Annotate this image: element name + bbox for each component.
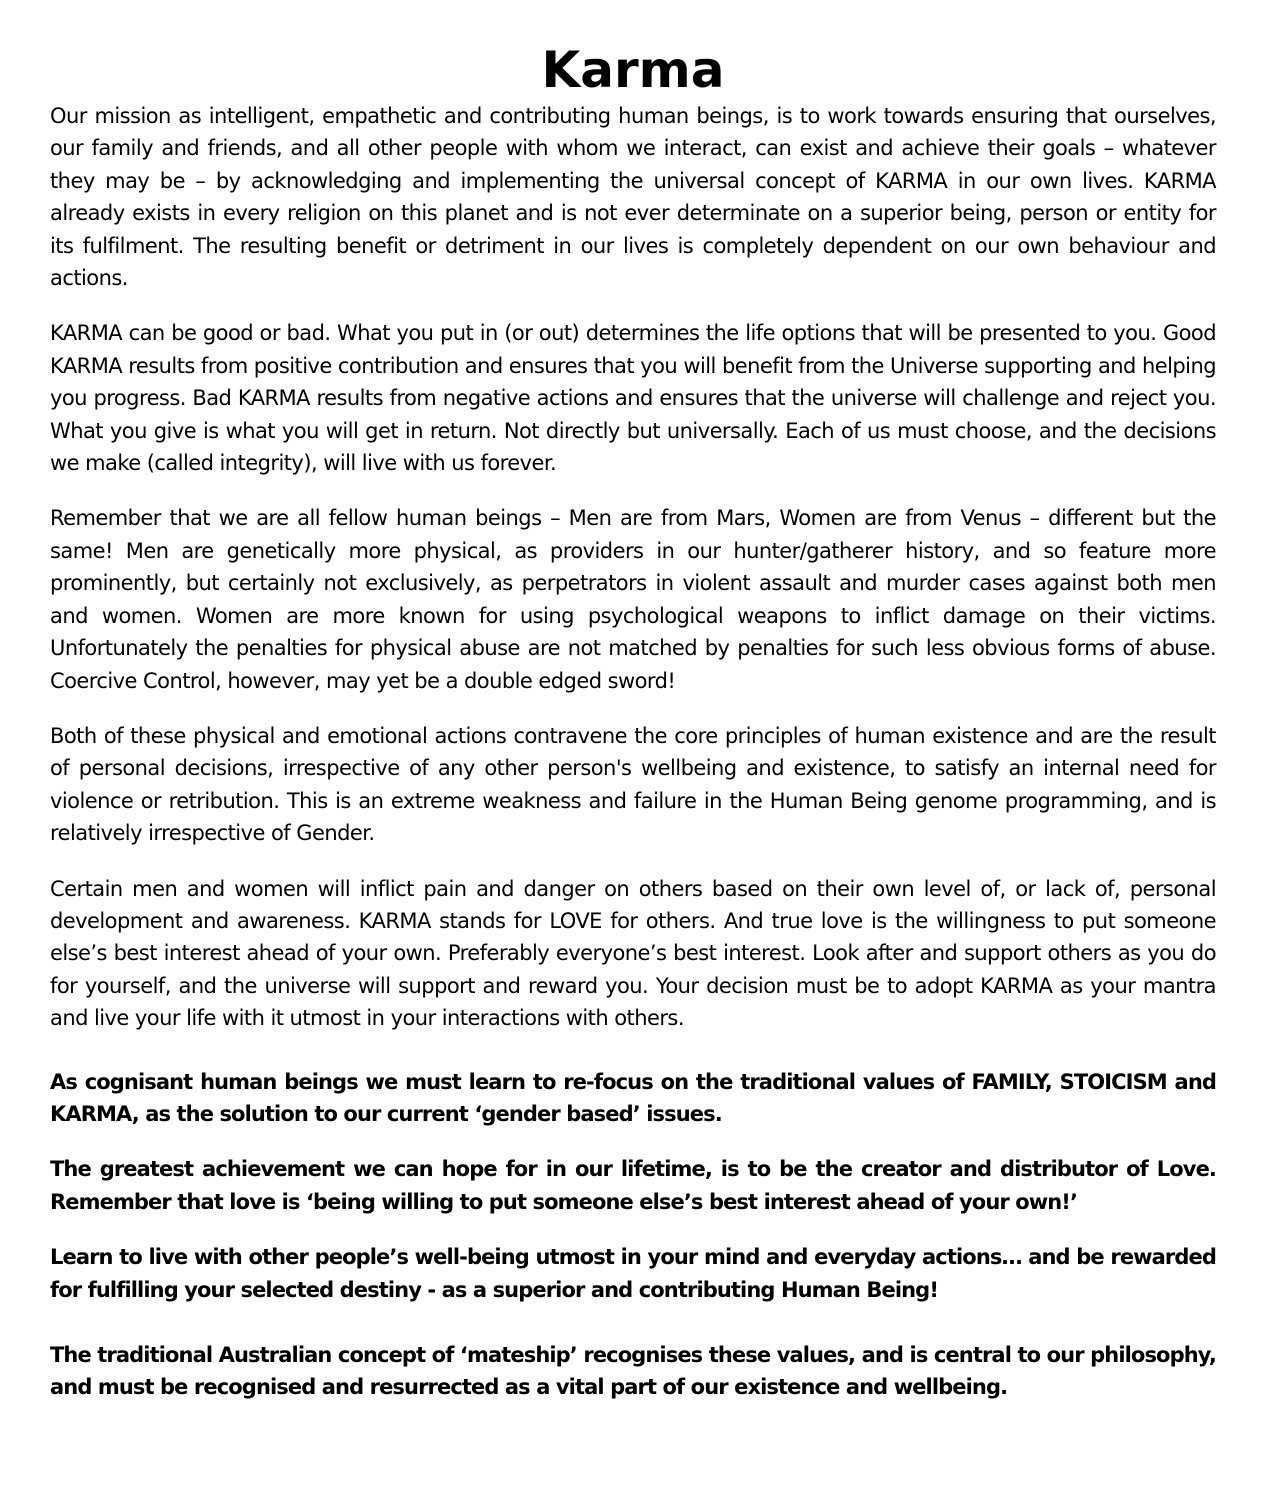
paragraph-traditional-values: As cognisant human beings we must learn to re-focus on the traditional values of FAMILY, STOICISM and KARMA, as the solution to our current ‘gender based’ issues. [50,1069,1216,1126]
paragraph-live-with-others: Learn to live with other people’s well-being utmost in your mind and everyday actions… and be rewarded for fulfilling your selected destiny - as a superior and contributing Human Being! [50,1245,1216,1302]
paragraph-good-bad-karma: KARMA can be good or bad. What you put in (or out) determines the life options that will be presented to you. Good KARMA results from positive contribution and ensures that you will benefit from the Universe supporting and helping you progress. Bad KARMA results from negative actions and ensures that the universe will challenge and reject you. What you give is what you will get in return. Not directly but universally. Each of us must choose, and the decisions we make (called integrity), will live with us forever. [50,321,1216,476]
paragraph-physical-emotional-actions: Both of these physical and emotional actions contravene the core principles of human existence and are the result of personal decisions, irrespective of any other person's wellbeing and existence, to satisfy an internal need for violence or retribution. This is an extreme weakness and failure in the Human Being genome programming, and is relatively irrespective of Gender. [50,723,1216,846]
paragraph-love-for-others: Certain men and women will inflict pain and danger on others based on their own level of, or lack of, personal development and awareness. KARMA stands for LOVE for others. And true love is the willingness to put someone else’s best interest ahead of your own. Preferably everyone’s best interest. Look after and support others as you do for yourself, and the universe will support and reward you. Your decision must be to adopt KARMA as your mantra and live your life with it utmost in your interactions with others. [50,876,1216,1031]
paragraph-greatest-achievement: The greatest achievement we can hope for in our lifetime, is to be the creator and distributor of Love. Remember that love is ‘being willing to put someone else’s best interest ahead of your own!’ [50,1157,1216,1214]
paragraph-mateship: The traditional Australian concept of ‘mateship’ recognises these values, and is central to our philosophy, and must be recognised and resurrected as a vital part of our existence and wellbeing. [50,1343,1216,1400]
paragraph-mission: Our mission as intelligent, empathetic and contributing human beings, is to work towards ensuring that ourselves, our family and friends, and all other people with whom we interact, can exist and achieve their goals – whatever they may be – by acknowledging and implementing the universal concept of KARMA in our own lives. KARMA already exists in every religion on this planet and is not ever determinate on a superior being, person or entity for its fulfilment. The resulting benefit or detriment in our lives is completely dependent on our own behaviour and actions. [50,104,1216,291]
paragraph-fellow-human-beings: Remember that we are all fellow human beings – Men are from Mars, Women are from Venus – different but the same! Men are genetically more physical, as providers in our hunter/gatherer history, and so feature more prominently, but certainly not exclusively, as perpetrators in violent assault and murder cases against both men and women. Women are more known for using psychological weapons to inflict damage on their victims. Unfortunately the penalties for physical abuse are not matched by penalties for such less obvious forms of abuse. Coercive Control, however, may yet be a double edged sword! [50,506,1216,693]
page-title: Karma [541,41,725,99]
document-page [50,0,1216,1404]
